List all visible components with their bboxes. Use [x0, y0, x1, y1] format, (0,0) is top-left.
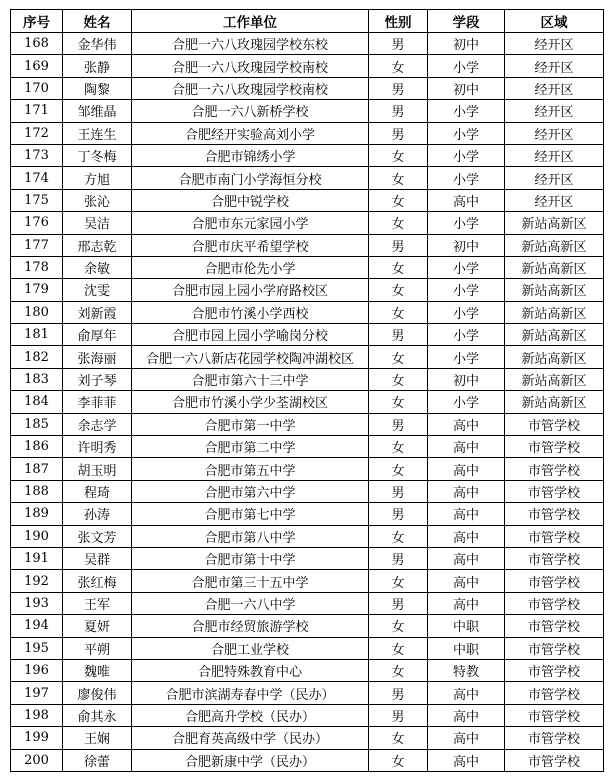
cell-index: 183	[11, 368, 63, 390]
table-row	[11, 33, 604, 55]
cell-region: 市管学校	[505, 637, 604, 659]
table-header	[11, 10, 604, 33]
cell-index: 175	[11, 189, 63, 211]
cell-stage: 小学	[428, 122, 505, 144]
cell-index: 193	[11, 592, 63, 614]
table-row	[11, 592, 604, 614]
cell-region: 经开区	[505, 189, 604, 211]
cell-workplace: 合肥市第三十五中学	[132, 570, 369, 592]
cell-index: 168	[11, 33, 63, 55]
table-row	[11, 324, 604, 346]
cell-stage: 初中	[428, 234, 505, 256]
cell-stage: 小学	[428, 391, 505, 413]
cell-name: 丁冬梅	[63, 144, 132, 166]
table-row	[11, 704, 604, 726]
cell-stage: 高中	[428, 749, 505, 771]
cell-region: 经开区	[505, 33, 604, 55]
cell-region: 新站高新区	[505, 234, 604, 256]
cell-workplace: 合肥市竹溪小学西校	[132, 301, 369, 323]
cell-stage: 高中	[428, 727, 505, 749]
cell-name: 俞厚年	[63, 324, 132, 346]
cell-index: 191	[11, 547, 63, 569]
cell-region: 市管学校	[505, 659, 604, 681]
cell-index: 181	[11, 324, 63, 346]
cell-region: 新站高新区	[505, 391, 604, 413]
cell-gender: 女	[369, 727, 428, 749]
cell-name: 邢志乾	[63, 234, 132, 256]
cell-stage: 初中	[428, 368, 505, 390]
cell-region: 新站高新区	[505, 256, 604, 278]
cell-region: 新站高新区	[505, 212, 604, 234]
cell-gender: 女	[369, 659, 428, 681]
cell-name: 陶黎	[63, 77, 132, 99]
cell-region: 市管学校	[505, 615, 604, 637]
cell-gender: 男	[369, 547, 428, 569]
cell-index: 198	[11, 704, 63, 726]
cell-workplace: 合肥一六八玫瑰园学校南校	[132, 77, 369, 99]
cell-name: 张文芳	[63, 525, 132, 547]
cell-name: 张海丽	[63, 346, 132, 368]
cell-name: 张沁	[63, 189, 132, 211]
cell-region: 经开区	[505, 55, 604, 77]
cell-region: 经开区	[505, 144, 604, 166]
cell-stage: 小学	[428, 167, 505, 189]
cell-region: 市管学校	[505, 749, 604, 771]
cell-workplace: 合肥市第一中学	[132, 413, 369, 435]
table-row	[11, 436, 604, 458]
table-row	[11, 100, 604, 122]
cell-region: 市管学校	[505, 413, 604, 435]
table-row	[11, 637, 604, 659]
cell-region: 市管学校	[505, 592, 604, 614]
cell-name: 张红梅	[63, 570, 132, 592]
table-row	[11, 256, 604, 278]
table-row	[11, 749, 604, 771]
cell-stage: 小学	[428, 55, 505, 77]
cell-stage: 小学	[428, 301, 505, 323]
cell-name: 吴群	[63, 547, 132, 569]
cell-workplace: 合肥高升学校（民办）	[132, 704, 369, 726]
cell-region: 市管学校	[505, 547, 604, 569]
cell-name: 王连生	[63, 122, 132, 144]
cell-region: 经开区	[505, 122, 604, 144]
cell-name: 刘子琴	[63, 368, 132, 390]
cell-name: 李菲菲	[63, 391, 132, 413]
cell-gender: 女	[369, 189, 428, 211]
cell-gender: 女	[369, 391, 428, 413]
cell-name: 刘新霞	[63, 301, 132, 323]
cell-gender: 女	[369, 368, 428, 390]
cell-index: 172	[11, 122, 63, 144]
cell-index: 197	[11, 682, 63, 704]
table-row	[11, 122, 604, 144]
roster-table	[10, 9, 604, 772]
table-row	[11, 480, 604, 502]
cell-name: 吴洁	[63, 212, 132, 234]
table-row	[11, 458, 604, 480]
cell-region: 经开区	[505, 77, 604, 99]
cell-gender: 男	[369, 682, 428, 704]
cell-index: 171	[11, 100, 63, 122]
header-gender: 性别	[369, 10, 428, 33]
cell-workplace: 合肥市南门小学海恒分校	[132, 167, 369, 189]
cell-index: 194	[11, 615, 63, 637]
cell-gender: 男	[369, 503, 428, 525]
cell-region: 新站高新区	[505, 301, 604, 323]
cell-stage: 高中	[428, 570, 505, 592]
cell-workplace: 合肥市伦先小学	[132, 256, 369, 278]
cell-workplace: 合肥特殊教育中心	[132, 659, 369, 681]
header-name: 姓名	[63, 10, 132, 33]
cell-index: 189	[11, 503, 63, 525]
cell-gender: 女	[369, 212, 428, 234]
cell-name: 余志学	[63, 413, 132, 435]
cell-stage: 小学	[428, 256, 505, 278]
cell-workplace: 合肥一六八中学	[132, 592, 369, 614]
cell-gender: 男	[369, 592, 428, 614]
cell-gender: 女	[369, 436, 428, 458]
table-body	[11, 33, 604, 772]
cell-index: 184	[11, 391, 63, 413]
table-row	[11, 727, 604, 749]
cell-name: 程琦	[63, 480, 132, 502]
header-index: 序号	[11, 10, 63, 33]
header-stage: 学段	[428, 10, 505, 33]
cell-workplace: 合肥市竹溪小学少荃湖校区	[132, 391, 369, 413]
cell-name: 平朔	[63, 637, 132, 659]
cell-workplace: 合肥育英高级中学（民办）	[132, 727, 369, 749]
cell-workplace: 合肥中锐学校	[132, 189, 369, 211]
cell-index: 182	[11, 346, 63, 368]
cell-workplace: 合肥市滨湖寿春中学（民办）	[132, 682, 369, 704]
table-row	[11, 391, 604, 413]
table-row	[11, 368, 604, 390]
cell-stage: 初中	[428, 77, 505, 99]
cell-name: 魏唯	[63, 659, 132, 681]
cell-stage: 高中	[428, 503, 505, 525]
cell-region: 经开区	[505, 167, 604, 189]
cell-stage: 小学	[428, 212, 505, 234]
table-row	[11, 279, 604, 301]
cell-workplace: 合肥工业学校	[132, 637, 369, 659]
cell-gender: 女	[369, 167, 428, 189]
cell-stage: 小学	[428, 346, 505, 368]
table-row	[11, 503, 604, 525]
cell-workplace: 合肥市园上园小学府路校区	[132, 279, 369, 301]
cell-region: 市管学校	[505, 458, 604, 480]
cell-workplace: 合肥市第二中学	[132, 436, 369, 458]
cell-workplace: 合肥市庆平希望学校	[132, 234, 369, 256]
cell-stage: 初中	[428, 33, 505, 55]
cell-index: 174	[11, 167, 63, 189]
cell-index: 192	[11, 570, 63, 592]
cell-region: 市管学校	[505, 727, 604, 749]
cell-stage: 高中	[428, 413, 505, 435]
cell-name: 金华伟	[63, 33, 132, 55]
cell-stage: 特教	[428, 659, 505, 681]
cell-workplace: 合肥市第五中学	[132, 458, 369, 480]
cell-gender: 女	[369, 346, 428, 368]
cell-index: 199	[11, 727, 63, 749]
cell-region: 市管学校	[505, 436, 604, 458]
cell-region: 新站高新区	[505, 346, 604, 368]
table-row	[11, 547, 604, 569]
cell-name: 廖俊伟	[63, 682, 132, 704]
cell-stage: 高中	[428, 704, 505, 726]
cell-name: 邹维晶	[63, 100, 132, 122]
cell-name: 王军	[63, 592, 132, 614]
cell-gender: 男	[369, 100, 428, 122]
table-row	[11, 234, 604, 256]
cell-stage: 小学	[428, 279, 505, 301]
cell-region: 市管学校	[505, 570, 604, 592]
cell-name: 王娴	[63, 727, 132, 749]
cell-region: 市管学校	[505, 480, 604, 502]
table-row	[11, 346, 604, 368]
header-workplace: 工作单位	[132, 10, 369, 33]
cell-index: 173	[11, 144, 63, 166]
cell-stage: 高中	[428, 189, 505, 211]
cell-name: 夏妍	[63, 615, 132, 637]
cell-region: 新站高新区	[505, 279, 604, 301]
cell-workplace: 合肥一六八新店花园学校陶冲湖校区	[132, 346, 369, 368]
cell-gender: 女	[369, 570, 428, 592]
cell-workplace: 合肥经开实验高刘小学	[132, 122, 369, 144]
cell-region: 市管学校	[505, 682, 604, 704]
cell-name: 沈雯	[63, 279, 132, 301]
cell-stage: 中职	[428, 615, 505, 637]
cell-stage: 高中	[428, 682, 505, 704]
cell-index: 190	[11, 525, 63, 547]
cell-workplace: 合肥市东元家园小学	[132, 212, 369, 234]
header-row	[11, 10, 604, 33]
table-row	[11, 413, 604, 435]
table-row	[11, 77, 604, 99]
cell-workplace: 合肥市经贸旅游学校	[132, 615, 369, 637]
cell-region: 市管学校	[505, 525, 604, 547]
cell-gender: 男	[369, 704, 428, 726]
cell-index: 177	[11, 234, 63, 256]
table-row	[11, 301, 604, 323]
cell-workplace: 合肥市第六中学	[132, 480, 369, 502]
cell-stage: 小学	[428, 100, 505, 122]
cell-stage: 中职	[428, 637, 505, 659]
cell-index: 187	[11, 458, 63, 480]
cell-stage: 高中	[428, 525, 505, 547]
cell-region: 经开区	[505, 100, 604, 122]
cell-stage: 高中	[428, 480, 505, 502]
cell-gender: 女	[369, 144, 428, 166]
table-row	[11, 570, 604, 592]
cell-workplace: 合肥一六八玫瑰园学校东校	[132, 33, 369, 55]
cell-gender: 女	[369, 301, 428, 323]
cell-index: 169	[11, 55, 63, 77]
cell-workplace: 合肥市第十中学	[132, 547, 369, 569]
cell-gender: 男	[369, 122, 428, 144]
cell-name: 徐蕾	[63, 749, 132, 771]
cell-gender: 女	[369, 525, 428, 547]
cell-workplace: 合肥新康中学（民办）	[132, 749, 369, 771]
cell-index: 179	[11, 279, 63, 301]
cell-stage: 高中	[428, 592, 505, 614]
cell-index: 200	[11, 749, 63, 771]
table-row	[11, 615, 604, 637]
cell-gender: 女	[369, 55, 428, 77]
cell-gender: 男	[369, 324, 428, 346]
cell-name: 胡玉明	[63, 458, 132, 480]
cell-gender: 男	[369, 234, 428, 256]
cell-gender: 男	[369, 77, 428, 99]
cell-name: 余敏	[63, 256, 132, 278]
cell-gender: 女	[369, 256, 428, 278]
table-row	[11, 212, 604, 234]
cell-index: 170	[11, 77, 63, 99]
cell-index: 176	[11, 212, 63, 234]
cell-name: 张静	[63, 55, 132, 77]
cell-gender: 女	[369, 458, 428, 480]
cell-gender: 女	[369, 279, 428, 301]
cell-workplace: 合肥市第六十三中学	[132, 368, 369, 390]
cell-stage: 高中	[428, 547, 505, 569]
cell-gender: 女	[369, 615, 428, 637]
table-row	[11, 682, 604, 704]
cell-workplace: 合肥一六八玫瑰园学校南校	[132, 55, 369, 77]
cell-region: 市管学校	[505, 503, 604, 525]
cell-region: 市管学校	[505, 704, 604, 726]
cell-index: 188	[11, 480, 63, 502]
cell-gender: 男	[369, 480, 428, 502]
cell-gender: 女	[369, 749, 428, 771]
cell-index: 178	[11, 256, 63, 278]
cell-workplace: 合肥市第七中学	[132, 503, 369, 525]
table-row	[11, 525, 604, 547]
table-row	[11, 189, 604, 211]
cell-workplace: 合肥市园上园小学喻岗分校	[132, 324, 369, 346]
cell-index: 186	[11, 436, 63, 458]
cell-workplace: 合肥市锦绣小学	[132, 144, 369, 166]
header-region: 区域	[505, 10, 604, 33]
table-row	[11, 659, 604, 681]
cell-stage: 小学	[428, 324, 505, 346]
cell-index: 185	[11, 413, 63, 435]
cell-workplace: 合肥市第八中学	[132, 525, 369, 547]
cell-gender: 男	[369, 413, 428, 435]
cell-index: 195	[11, 637, 63, 659]
cell-index: 196	[11, 659, 63, 681]
cell-region: 新站高新区	[505, 324, 604, 346]
cell-index: 180	[11, 301, 63, 323]
cell-stage: 高中	[428, 458, 505, 480]
table-row	[11, 167, 604, 189]
cell-region: 新站高新区	[505, 368, 604, 390]
cell-gender: 男	[369, 33, 428, 55]
cell-workplace: 合肥一六八新桥学校	[132, 100, 369, 122]
cell-name: 孙涛	[63, 503, 132, 525]
table-row	[11, 55, 604, 77]
cell-name: 俞其永	[63, 704, 132, 726]
cell-stage: 高中	[428, 436, 505, 458]
cell-name: 方旭	[63, 167, 132, 189]
cell-stage: 小学	[428, 144, 505, 166]
table-row	[11, 144, 604, 166]
cell-gender: 女	[369, 637, 428, 659]
cell-name: 许明秀	[63, 436, 132, 458]
